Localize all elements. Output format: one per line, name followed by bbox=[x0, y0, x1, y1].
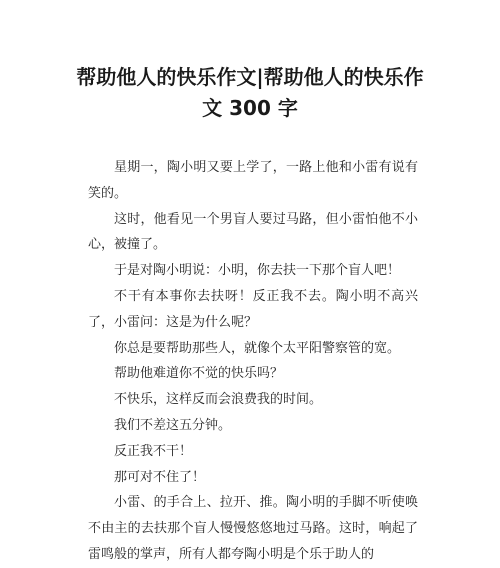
paragraph-5: 你总是要帮助那些人，就像个太平阳警察管的宽。 bbox=[114, 340, 401, 356]
paragraph-4: 不干有本事你去扶呀！反正我不去。陶小明不高兴了，小雷问：这是为什么呢？ bbox=[88, 288, 418, 330]
paragraph-9: 反正我不干！ bbox=[114, 443, 193, 459]
page-title bbox=[70, 62, 430, 124]
paragraph-1: 星期一，陶小明又要上学了，一路上他和小雷有说有笑的。 bbox=[88, 160, 418, 201]
paragraph-6: 帮助他难道你不觉的快乐吗？ bbox=[114, 366, 284, 382]
title-line-1: 帮助他人的快乐作文|帮助他人的快乐作 bbox=[76, 65, 424, 89]
paragraph-10: 那可对不住了！ bbox=[114, 469, 206, 485]
paragraph-7: 不快乐，这样反而会浪费我的时间。 bbox=[114, 392, 323, 408]
title-line-2: 文 300 字 bbox=[202, 96, 298, 120]
paragraph-2: 这时，他看见一个男盲人要过马路，但小雷怕他不小心，被撞了。 bbox=[88, 211, 418, 253]
paragraph-3: 于是对陶小明说：小明，你去扶一下那个盲人吧！ bbox=[114, 263, 401, 279]
paragraph-11: 小雷、的手合上、拉开、推。陶小明的手脚不听使唤不由主的去扶那个盲人慢慢悠悠地过马路。这时，响起了雷鸣般的掌声，所有人都夸陶小明是个乐于助人的 bbox=[88, 495, 418, 562]
paragraph-8: 我们不差这五分钟。 bbox=[114, 417, 232, 433]
article-body bbox=[88, 155, 418, 568]
